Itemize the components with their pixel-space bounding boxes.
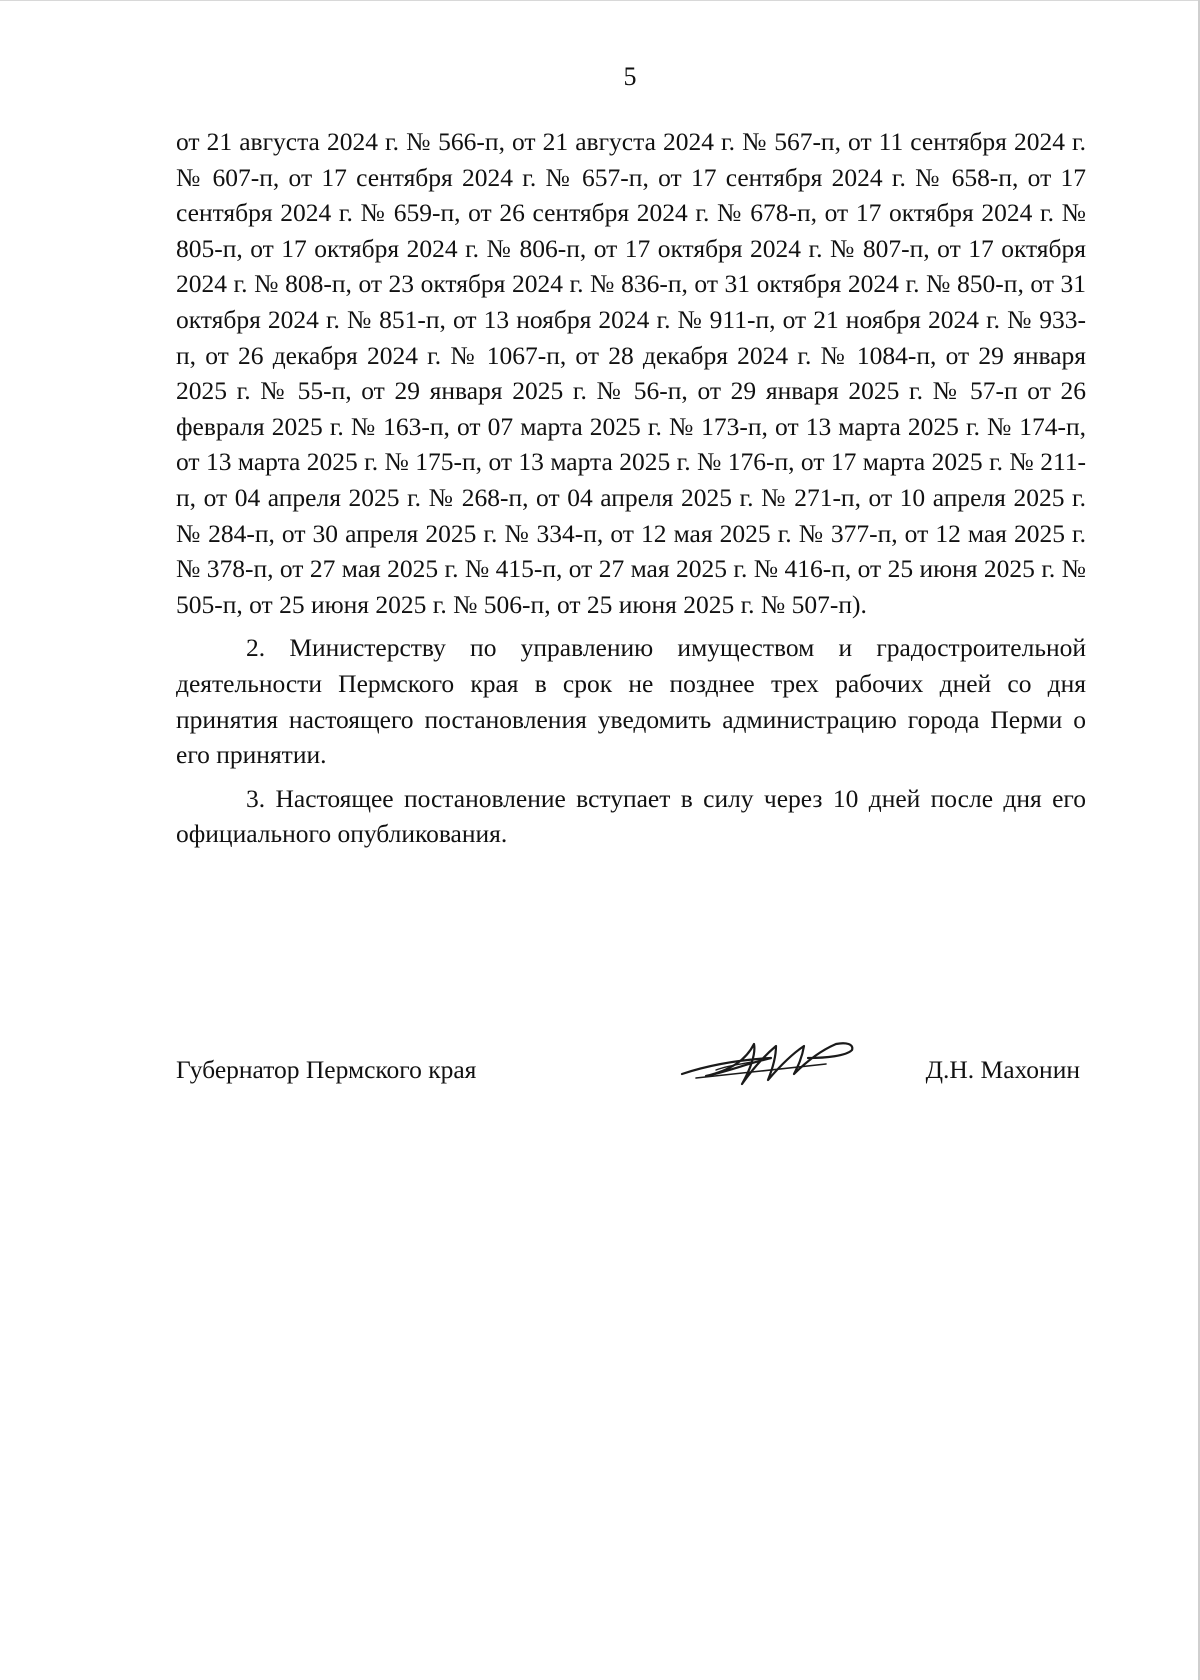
paragraph-amendment-list: от 21 августа 2024 г. № 566-п, от 21 августа 2024 г. № 567-п, от 11 сентября 2024 г. № 607-п, от 17 сентября 2024 г. № 657-п, от 17 сентября 2024 г. № 658-п, от 17 сентября 2024 г. № 659-п, от 26 сентября 2024 г. № 678-п, от 17 октября 2024 г. № 805-п, от 17 октября 2024 г. № 806-п, от 17 октября 2024 г. № 807-п, от 17 октября 2024 г. № 808-п, от 23 октября 2024 г. № 836-п, от 31 октября 2024 г. № 850-п, от 31 октября 2024 г. № 851-п, от 13 ноября 2024 г. № 911-п, от 21 ноября 2024 г. № 933-п, от 26 декабря 2024 г. № 1067-п, от 28 декабря 2024 г. № 1084-п, от 29 января 2025 г. № 55-п, от 29 января 2025 г. № 56-п, от 29 января 2025 г. № 57-п от 26 февраля 2025 г. № 163-п, от 07 марта 2025 г. № 173-п, от 13 марта 2025 г. № 174-п, от 13 марта 2025 г. № 175-п, от 13 марта 2025 г. № 176-п, от 17 марта 2025 г. № 211-п, от 04 апреля 2025 г. № 268-п, от 04 апреля 2025 г. № 271-п, от 10 апреля 2025 г. № 284-п, от 30 апреля 2025 г. № 334-п, от 12 мая 2025 г. № 377-п, от 12 мая 2025 г. № 378-п, от 27 мая 2025 г. № 415-п, от 27 мая 2025 г. № 416-п, от 25 июня 2025 г. № 505-п, от 25 июня 2025 г. № 506-п, от 25 июня 2025 г. № 507-п).	[176, 127, 1086, 619]
page-edge-top	[0, 0, 1200, 1]
signature-block	[176, 1030, 1086, 1090]
paragraph-item-2: 2. Министерству по управлению имуществом и градостроительной деятельности Пермского края в срок не позднее трех рабочих дней со дня принятия настоящего постановления уведомить администрацию города Перми о его принятии.	[176, 633, 1086, 770]
signatory-title: Губернатор Пермского края	[176, 1055, 477, 1084]
page-number: 5	[623, 62, 637, 91]
document-body	[176, 124, 1086, 852]
handwritten-signature-icon	[676, 1030, 876, 1090]
signatory-name: Д.Н. Махонин	[925, 1055, 1080, 1084]
paragraph-item-3: 3. Настоящее постановление вступает в силу через 10 дней после дня его официального опубликования.	[176, 783, 1086, 849]
